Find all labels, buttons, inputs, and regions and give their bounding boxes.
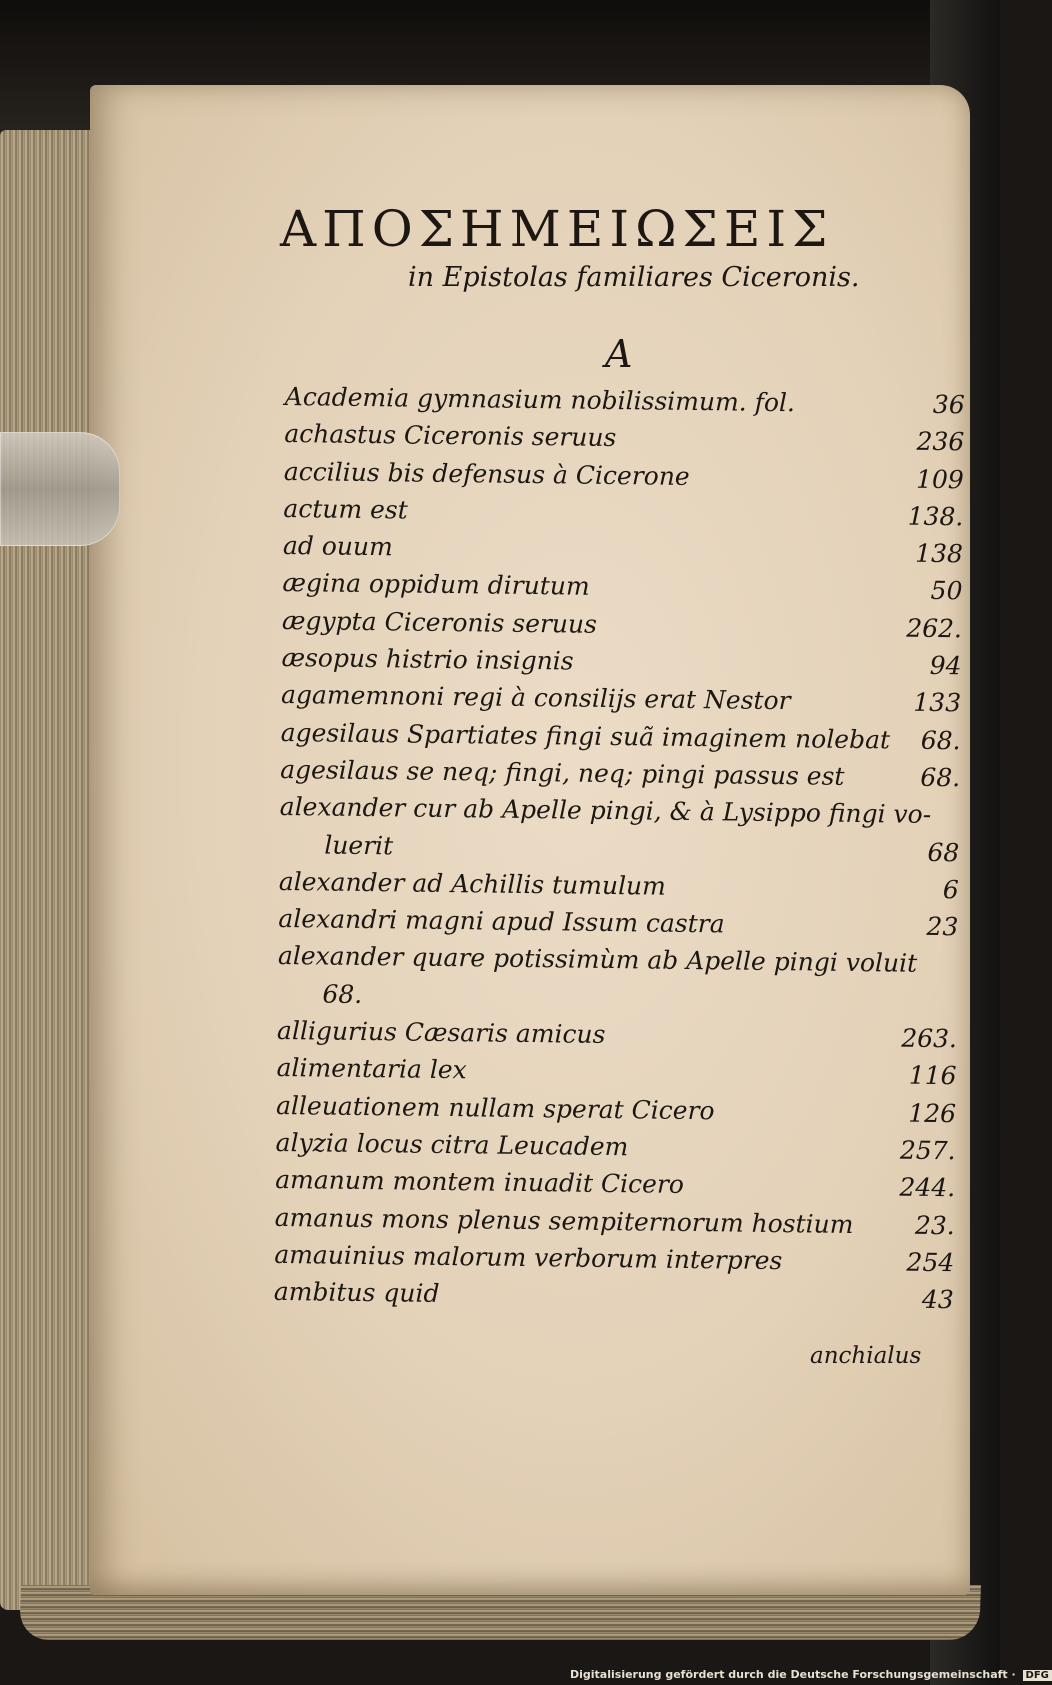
index-entry-term: alexander ad Achillis tumulum [278, 866, 667, 901]
index-entry-term: agesilaus se neq; fingi, neq; pingi passus est [280, 754, 845, 791]
index-entry-term: alleuationem nullam sperat Cicero [275, 1090, 715, 1125]
index-entry-page: 138 [915, 538, 964, 569]
index-entry-term: amauinius malorum verborum interpres [274, 1239, 783, 1275]
index-entry-page: 68 [927, 837, 960, 867]
index-entry-page: 236 [916, 427, 965, 457]
index-entry-page: 43 [921, 1284, 954, 1315]
index-entry-page: 263. [901, 1023, 958, 1054]
index-entry-page: 126 [908, 1098, 957, 1128]
book-page-edges [0, 130, 95, 1610]
index-entry-page: 36 [932, 389, 965, 420]
index-entry-term: agesilaus Spartiates fingi suã imaginem nolebat [280, 717, 891, 755]
index-entry-term: ægina oppidum dirutum [282, 568, 590, 602]
index-entry-term: agamemnoni regi à consilijs erat Nestor [280, 680, 791, 716]
section-letter: A [605, 332, 633, 376]
index-entry-page: 68. [920, 725, 961, 755]
index-entry-term: ægypta Ciceronis seruus [281, 605, 598, 639]
page-clip-bookmark [0, 432, 120, 546]
index-entry-term: achastus Ciceronis seruus [284, 419, 617, 453]
index-entry-page: 23 [926, 912, 959, 942]
index-entry-page: 262. [906, 613, 963, 644]
index-entry-page: 254 [906, 1247, 955, 1278]
index-entry-page: 6 [942, 874, 959, 905]
index-entry-term: ambitus quid [273, 1277, 440, 1309]
index-entry-term: amanus mons plenus sempiternorum hostium [274, 1202, 854, 1239]
index-entry-term: Academia gymnasium nobilissimum. fol. [284, 381, 796, 418]
index-entry-page: 257. [899, 1135, 956, 1166]
page-subtitle: in Epistolas familiares Ciceronis. [408, 262, 860, 293]
index-entry-term: actum est [283, 493, 408, 525]
index-entry-page: 133 [913, 688, 962, 718]
index-entry-term: alyzia locus citra Leucadem [275, 1127, 629, 1162]
index-entry-page: 94 [929, 650, 962, 681]
index-entry-term: luerit [324, 830, 394, 860]
digitization-footer: Digitalisierung gefördert durch die Deutsche Forschungsgemeinschaft · DFG [570, 1668, 995, 1682]
index-entry-term: accilius bis defensus à Cicerone [283, 456, 690, 491]
index-entry-term: alexander cur ab Apelle pingi, & à Lysippo fingi vo- [279, 792, 932, 830]
index-entry-page: 68. [920, 762, 961, 793]
index-entry-page: 116 [908, 1061, 957, 1091]
index-entry-term: alexandri magni apud Issum castra [278, 904, 725, 939]
index-entry-term: alligurius Cæsaris amicus [276, 1015, 606, 1050]
index-entry-term: æsopus histrio insignis [281, 643, 574, 676]
index-entry-term: alimentaria lex [276, 1053, 467, 1085]
index-entry-page: 244. [899, 1172, 956, 1203]
index-entry-page: 50 [930, 576, 963, 606]
index-entry-page: 138. [907, 501, 964, 532]
catchword: anchialus [810, 1343, 922, 1369]
index-entry-list [274, 378, 965, 1319]
index-entry-term: alexander quare potissimùm ab Apelle pingi voluit [277, 941, 918, 979]
index-entry-term: ad ouum [282, 531, 393, 562]
index-entry-term: 68. [322, 979, 363, 1009]
dfg-logo: DFG [1023, 1670, 1052, 1681]
index-entry-page: 109 [915, 464, 964, 494]
index-entry-term: amanum montem inuadit Cicero [275, 1165, 685, 1200]
index-entry-page: 23. [914, 1210, 955, 1240]
page-heading: ΑΠΟΣΗΜΕΙΩΣΕΙΣ [280, 200, 834, 258]
footer-text: Digitalisierung gefördert durch die Deutsche Forschungsgemeinschaft [570, 1668, 1008, 1681]
